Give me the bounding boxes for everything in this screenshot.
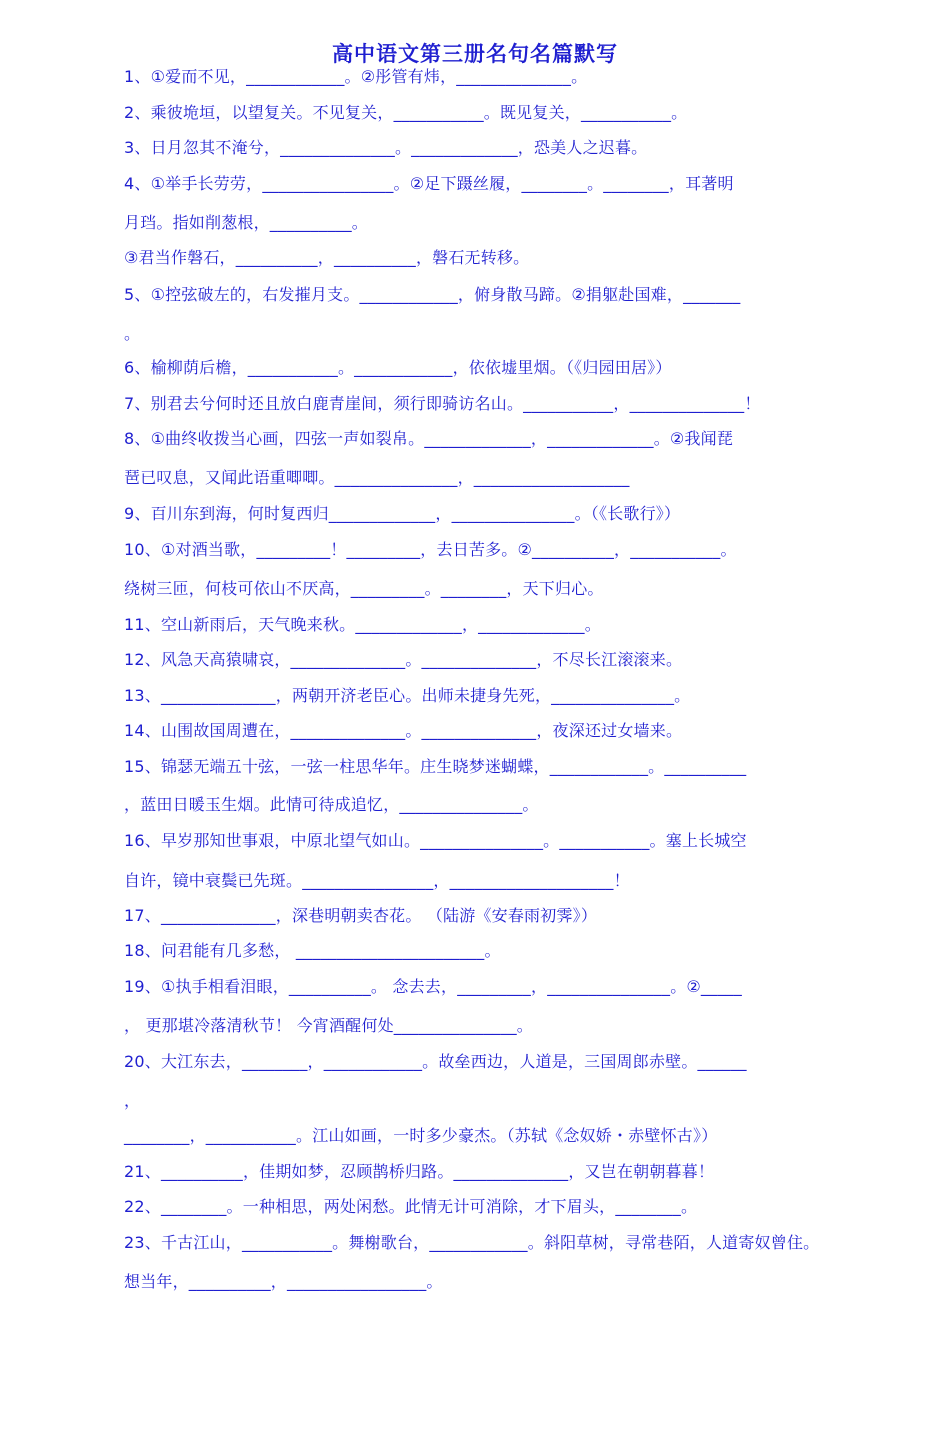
- exercise-line: 。: [124, 324, 141, 343]
- exercise-line: 10、①对酒当歌，_________！_________，去日苦多。②__________，___________。: [124, 540, 737, 559]
- exercise-line: 21、__________，佳期如梦，忍顾鹊桥归路。______________，又岂在朝朝暮暮！: [124, 1162, 715, 1181]
- exercise-line: ________，___________。江山如画，一时多少豪杰。（苏轼《念奴娇・赤壁怀古》）: [124, 1126, 718, 1145]
- exercise-line: 20、大江东去，________，____________。故垒西边，人道是，三国周郎赤壁。______: [124, 1052, 747, 1071]
- exercise-line: ，蓝田日暖玉生烟。此情可待成追忆，_______________。: [124, 795, 539, 814]
- exercise-line: 13、______________，两朝开济老臣心。出师未捷身先死，_______________。: [124, 686, 691, 705]
- exercise-line: 绕树三匝，何枝可依山不厌高，_________。________，天下归心。: [124, 579, 604, 598]
- exercise-line: 11、空山新雨后，天气晚来秋。_____________，_____________。: [124, 615, 601, 634]
- exercise-line: 9、百川东到海，何时复西归_____________，_______________。（《长歌行》）: [124, 504, 681, 523]
- exercise-line: 8、①曲终收拨当心画，四弦一声如裂帛。_____________，_____________。②我闻琵: [124, 429, 734, 448]
- exercise-line: 22、________。一种相思，两处闲愁。此情无计可消除，才下眉头，________。: [124, 1197, 698, 1216]
- exercise-line: 自许，镜中衰鬓已先斑。________________，____________________！: [124, 871, 630, 890]
- page-title: 高中语文第三册名句名篇默写: [332, 42, 618, 66]
- exercise-line: 3、日月忽其不淹兮，______________。_____________，恐美人之迟暮。: [124, 138, 648, 157]
- exercise-line: 想当年，__________，_________________。: [124, 1272, 443, 1291]
- exercise-line: 4、①举手长劳劳，________________。②足下蹑丝履，________。________，耳著明: [124, 174, 734, 193]
- exercise-line: 5、①控弦破左的，右发摧月支。____________，俯身散马蹄。②捐躯赴国难，_______: [124, 285, 741, 304]
- exercise-line: 14、山围故国周遭在，______________。______________，夜深还过女墙来。: [124, 721, 683, 740]
- exercise-line: 19、①执手相看泪眼，__________。 念去去，_________，_______________。②_____: [124, 977, 742, 996]
- exercise-line: 12、风急天高猿啸哀，______________。______________，不尽长江滚滚来。: [124, 650, 683, 669]
- exercise-line: ③君当作磐石，__________，__________，磐石无转移。: [124, 248, 530, 267]
- exercise-line: 月珰。指如削葱根，__________。: [124, 213, 369, 232]
- exercise-line: 16、早岁那知世事艰，中原北望气如山。_______________。___________。塞上长城空: [124, 831, 747, 850]
- exercise-line: 23、千古江山，___________。舞榭歌台，____________。斜阳草树，寻常巷陌，人道寄奴曾住。: [124, 1233, 820, 1252]
- exercise-line: 1、①爱而不见，____________。②彤管有炜，______________。: [124, 67, 588, 86]
- exercise-line: 6、榆柳荫后檐，___________。____________，依依墟里烟。（《归园田居》）: [124, 358, 672, 377]
- exercise-line: ， 更那堪冷落清秋节！ 今宵酒醒何处_______________。: [124, 1016, 533, 1035]
- exercise-line: ，: [124, 1091, 141, 1110]
- exercise-line: 琶已叹息，又闻此语重唧唧。_______________，___________________: [124, 468, 630, 487]
- exercise-line: 2、乘彼垝垣，以望复关。不见复关，___________。既见复关，___________。: [124, 103, 688, 122]
- exercise-line: 7、别君去兮何时还且放白鹿青崖间，须行即骑访名山。___________，______________！: [124, 394, 761, 413]
- exercise-line: 17、______________，深巷明朝卖杏花。 （陆游《安春雨初霁》）: [124, 906, 598, 925]
- exercise-line: 18、问君能有几多愁， _______________________。: [124, 941, 501, 960]
- exercise-line: 15、锦瑟无端五十弦，一弦一柱思华年。庄生晓梦迷蝴蝶，____________。__________: [124, 757, 747, 776]
